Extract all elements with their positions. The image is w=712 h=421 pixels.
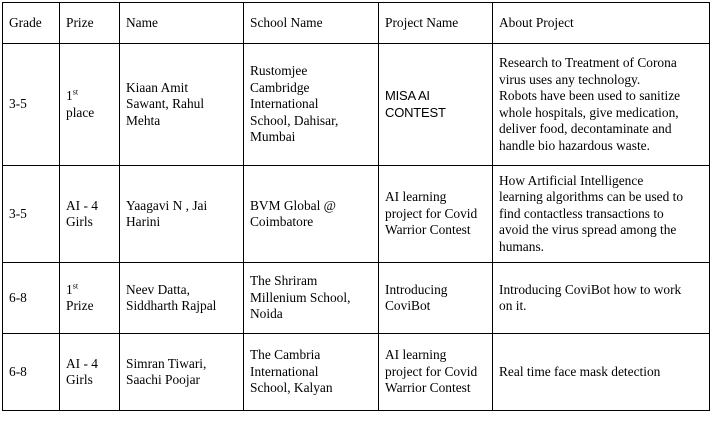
prize-suffix: st <box>72 87 79 97</box>
project-line: Warrior Contest <box>385 222 471 238</box>
about-line: How Artificial Intelligence <box>499 172 644 188</box>
project-line: CoviBot <box>385 298 431 313</box>
about-line: Real time face mask detection <box>499 363 661 379</box>
grade-cell: 3-5 <box>3 44 60 166</box>
school-cell <box>244 263 379 334</box>
about-line: virus uses any technology. <box>499 71 641 87</box>
table-row <box>3 334 710 411</box>
prize-ordinal: 1 <box>66 281 73 297</box>
table-row <box>3 44 710 166</box>
name-cell <box>120 44 244 166</box>
header-school: School Name <box>244 3 379 44</box>
name-line: Siddharth Rajpal <box>126 298 217 313</box>
about-line: learning algorithms can be used to <box>499 189 684 205</box>
name-line: Saachi Poojar <box>126 372 201 387</box>
project-cell <box>379 44 493 166</box>
school-line: The Cambria <box>250 347 321 363</box>
header-about: About Project <box>493 3 710 44</box>
about-cell <box>493 44 710 166</box>
school-line: Millenium School, <box>250 289 351 305</box>
name-cell <box>120 166 244 263</box>
project-line: project for Covid <box>385 363 478 379</box>
about-line: find contactless transactions to <box>499 205 664 221</box>
name-line: Harini <box>126 214 161 229</box>
school-line: Noida <box>250 306 283 322</box>
name-line: Kiaan Amit <box>126 79 189 95</box>
name-line: Simran Tiwari, <box>126 355 207 371</box>
header-name: Name <box>120 3 244 44</box>
about-line: whole hospitals, give medication, <box>499 104 679 120</box>
about-cell <box>493 263 710 334</box>
name-line: Sawant, Rahul <box>126 96 205 112</box>
grade-cell: 3-5 <box>3 166 60 263</box>
school-line: Cambridge <box>250 79 310 95</box>
school-line: International <box>250 363 319 379</box>
name-line: Neev Datta, <box>126 281 190 297</box>
about-line: Introducing CoviBot how to work <box>499 281 682 297</box>
project-line: CONTEST <box>385 104 446 120</box>
prize-line: AI - 4 <box>66 197 98 213</box>
prize-line: Girls <box>66 214 93 229</box>
name-line: Mehta <box>126 112 161 128</box>
header-grade: Grade <box>3 3 60 44</box>
school-line: BVM Global @ <box>250 197 336 213</box>
prize-text: Prize <box>66 298 94 313</box>
prize-line: AI - 4 <box>66 355 98 371</box>
table-row <box>3 166 710 263</box>
grade-cell: 6-8 <box>3 334 60 411</box>
school-line: Coimbatore <box>250 214 314 229</box>
project-line: MISA AI <box>385 88 430 103</box>
project-cell <box>379 263 493 334</box>
prize-text: place <box>66 104 95 120</box>
header-project: Project Name <box>379 3 493 44</box>
project-line: Introducing <box>385 281 448 297</box>
school-line: The Shriram <box>250 273 318 289</box>
about-line: avoid the virus spread among the <box>499 222 677 238</box>
project-cell <box>379 334 493 411</box>
name-line: Yaagavi N , Jai <box>126 197 208 213</box>
school-line: International <box>250 96 319 112</box>
project-line: AI learning <box>385 189 447 205</box>
table-row <box>3 263 710 334</box>
school-line: Rustomjee <box>250 63 308 79</box>
school-cell <box>244 44 379 166</box>
project-line: project for Covid <box>385 205 478 221</box>
prize-cell <box>60 44 120 166</box>
prize-cell <box>60 334 120 411</box>
awards-table <box>2 2 710 411</box>
about-line: Research to Treatment of Corona <box>499 55 677 70</box>
project-cell <box>379 166 493 263</box>
project-line: AI learning <box>385 347 447 363</box>
about-line: humans. <box>499 238 545 254</box>
header-row <box>3 3 710 44</box>
school-cell <box>244 334 379 411</box>
about-cell <box>493 166 710 263</box>
prize-cell <box>60 166 120 263</box>
prize-cell <box>60 263 120 334</box>
prize-ordinal: 1 <box>66 88 73 103</box>
about-line: on it. <box>499 298 527 313</box>
school-line: School, Kalyan <box>250 380 333 396</box>
project-line: Warrior Contest <box>385 380 471 396</box>
school-line: Mumbai <box>250 129 296 145</box>
school-line: School, Dahisar, <box>250 112 339 128</box>
about-line: handle bio hazardous waste. <box>499 137 650 153</box>
school-cell <box>244 166 379 263</box>
prize-line: Girls <box>66 372 93 387</box>
header-prize: Prize <box>60 3 120 44</box>
grade-cell: 6-8 <box>3 263 60 334</box>
about-cell <box>493 334 710 411</box>
about-line: Robots have been used to sanitize <box>499 88 681 103</box>
about-line: deliver food, decontaminate and <box>499 121 672 136</box>
prize-suffix: st <box>72 281 79 291</box>
name-cell <box>120 334 244 411</box>
name-cell <box>120 263 244 334</box>
